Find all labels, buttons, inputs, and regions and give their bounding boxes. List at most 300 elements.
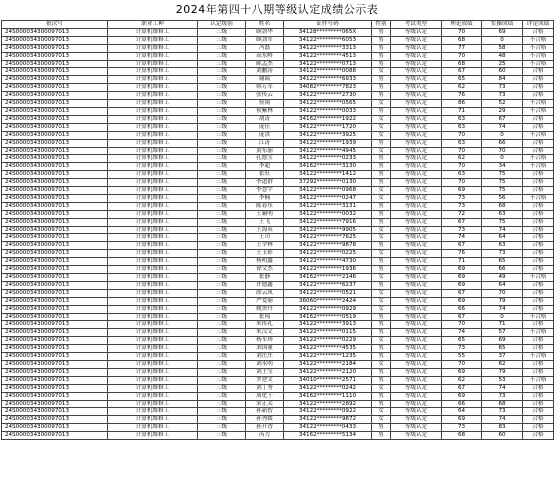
level-cell: 三级	[198, 266, 246, 274]
exam-type-cell: 等级认定	[391, 345, 442, 353]
id-number-cell: 34122*********0229	[284, 337, 372, 345]
batch-cell: 24S000034300097013	[2, 194, 108, 202]
result-cell: 合格	[523, 345, 554, 353]
result-cell: 合格	[523, 234, 554, 242]
table-row	[2, 281, 554, 289]
practical-score-cell: 75	[482, 171, 523, 179]
occupation-cell: 计算机维修工	[108, 107, 198, 115]
exam-type-cell: 等级认定	[391, 139, 442, 147]
exam-type-cell: 等级认定	[391, 305, 442, 313]
exam-type-cell: 等级认定	[391, 107, 442, 115]
theory-score-cell: 70	[442, 131, 482, 139]
exam-type-cell: 等级认定	[391, 187, 442, 195]
gender-cell: 女	[372, 297, 391, 305]
practical-score-cell: 63	[482, 210, 523, 218]
batch-cell: 24S000034300097013	[2, 353, 108, 361]
level-cell: 三级	[198, 36, 246, 44]
name-cell: 姚贵丹	[246, 305, 284, 313]
id-number-cell: 34122*********6933	[284, 76, 372, 84]
occupation-cell: 计算机维修工	[108, 313, 198, 321]
exam-type-cell: 等级认定	[391, 226, 442, 234]
id-number-cell: 34122*********2730	[284, 92, 372, 100]
result-cell: 合格	[523, 289, 554, 297]
occupation-cell: 计算机维修工	[108, 163, 198, 171]
id-number-cell: 34122*********0242	[284, 384, 372, 392]
name-cell: 朱汉文	[246, 329, 284, 337]
level-cell: 三级	[198, 432, 246, 440]
id-number-cell: 34122*********9872	[284, 416, 372, 424]
id-number-cell: 34162*********0519	[284, 313, 372, 321]
id-number-cell: 34122*********1939	[284, 139, 372, 147]
exam-type-cell: 等级认定	[391, 218, 442, 226]
level-cell: 三级	[198, 115, 246, 123]
practical-score-cell: 70	[482, 147, 523, 155]
name-cell: 孙秀媛	[246, 416, 284, 424]
level-cell: 三级	[198, 44, 246, 52]
result-cell: 不合格	[523, 131, 554, 139]
id-number-cell: 34122*********2892	[284, 400, 372, 408]
occupation-cell: 计算机维修工	[108, 250, 198, 258]
name-cell: 刘鹏涛	[246, 68, 284, 76]
result-cell: 不合格	[523, 155, 554, 163]
level-cell: 三级	[198, 408, 246, 416]
occupation-cell: 计算机维修工	[108, 210, 198, 218]
id-number-cell: 34122*********2184	[284, 360, 372, 368]
occupation-cell: 计算机维修工	[108, 179, 198, 187]
gender-cell: 男	[372, 52, 391, 60]
result-cell: 合格	[523, 360, 554, 368]
exam-type-cell: 等级认定	[391, 100, 442, 108]
id-number-cell: 34122*********0521	[284, 289, 372, 297]
result-cell: 合格	[523, 321, 554, 329]
gender-cell: 男	[372, 242, 391, 250]
practical-score-cell: 67	[482, 115, 523, 123]
occupation-cell: 计算机维修工	[108, 155, 198, 163]
id-number-cell: 34122*********0565	[284, 100, 372, 108]
gender-cell: 男	[372, 171, 391, 179]
practical-score-cell: 74	[482, 416, 523, 424]
exam-type-cell: 等级认定	[391, 179, 442, 187]
exam-type-cell: 等级认定	[391, 368, 442, 376]
occupation-cell: 计算机维修工	[108, 258, 198, 266]
theory-score-cell: 73	[442, 202, 482, 210]
result-cell: 合格	[523, 368, 554, 376]
level-cell: 三级	[198, 321, 246, 329]
occupation-cell: 计算机维修工	[108, 360, 198, 368]
practical-score-cell: 56	[482, 194, 523, 202]
batch-cell: 24S000034300097013	[2, 115, 108, 123]
id-number-cell: 34122*********2120	[284, 368, 372, 376]
table-row	[2, 432, 554, 440]
batch-cell: 24S000034300097013	[2, 424, 108, 432]
gender-cell: 女	[372, 274, 391, 282]
result-cell: 不合格	[523, 163, 554, 171]
exam-type-cell: 等级认定	[391, 384, 442, 392]
result-cell: 合格	[523, 416, 554, 424]
practical-score-cell: 84	[482, 76, 523, 84]
gender-cell: 男	[372, 345, 391, 353]
table-row	[2, 210, 554, 218]
id-number-cell: 34122*********9905	[284, 226, 372, 234]
level-cell: 三级	[198, 392, 246, 400]
exam-type-cell: 等级认定	[391, 28, 442, 36]
gender-cell: 男	[372, 60, 391, 68]
theory-score-cell: 63	[442, 171, 482, 179]
batch-cell: 24S000034300097013	[2, 250, 108, 258]
batch-cell: 24S000034300097013	[2, 100, 108, 108]
practical-score-cell: 60	[482, 432, 523, 440]
level-cell: 三级	[198, 274, 246, 282]
batch-cell: 24S000034300097013	[2, 360, 108, 368]
practical-score-cell: 52	[482, 100, 523, 108]
name-cell: 侯闹	[246, 100, 284, 108]
theory-score-cell: 62	[442, 155, 482, 163]
table-row	[2, 360, 554, 368]
table-row	[2, 376, 554, 384]
gender-cell: 男	[372, 281, 391, 289]
theory-score-cell: 73	[442, 226, 482, 234]
occupation-cell: 计算机维修工	[108, 305, 198, 313]
result-cell: 不合格	[523, 60, 554, 68]
name-cell: 张静	[246, 274, 284, 282]
level-cell: 三级	[198, 52, 246, 60]
exam-type-cell: 等级认定	[391, 376, 442, 384]
result-cell: 合格	[523, 392, 554, 400]
theory-score-cell: 67	[442, 313, 482, 321]
practical-score-cell: 68	[482, 400, 523, 408]
exam-type-cell: 等级认定	[391, 84, 442, 92]
table-row	[2, 194, 554, 202]
theory-score-cell: 70	[442, 179, 482, 187]
table-row	[2, 28, 554, 36]
result-cell: 合格	[523, 400, 554, 408]
gender-cell: 男	[372, 313, 391, 321]
exam-type-cell: 等级认定	[391, 68, 442, 76]
theory-score-cell: 63	[442, 123, 482, 131]
occupation-cell: 计算机维修工	[108, 139, 198, 147]
batch-cell: 24S000034300097013	[2, 123, 108, 131]
exam-type-cell: 等级认定	[391, 210, 442, 218]
name-cell: 庞洪	[246, 131, 284, 139]
name-cell: 江涛	[246, 139, 284, 147]
gender-cell: 男	[372, 44, 391, 52]
practical-score-cell: 64	[482, 234, 523, 242]
table-row	[2, 92, 554, 100]
gender-cell: 男	[372, 432, 391, 440]
theory-score-cell: 64	[442, 408, 482, 416]
table-row	[2, 155, 554, 163]
table-row	[2, 100, 554, 108]
theory-score-cell: 67	[442, 289, 482, 297]
theory-score-cell: 70	[442, 321, 482, 329]
batch-cell: 24S000034300097013	[2, 218, 108, 226]
name-cell: 张旺	[246, 171, 284, 179]
id-number-cell: 34122*********0033	[284, 107, 372, 115]
batch-cell: 24S000034300097013	[2, 52, 108, 60]
level-cell: 三级	[198, 202, 246, 210]
practical-score-cell: 69	[482, 28, 523, 36]
table-row	[2, 115, 554, 123]
name-cell: 张传云	[246, 92, 284, 100]
exam-type-cell: 等级认定	[391, 52, 442, 60]
theory-score-cell: 70	[442, 52, 482, 60]
practical-score-cell: 57	[482, 329, 523, 337]
table-row	[2, 266, 554, 274]
result-cell: 合格	[523, 281, 554, 289]
theory-score-cell: 77	[442, 44, 482, 52]
gender-cell: 男	[372, 84, 391, 92]
id-number-cell: 36060*********2424	[284, 297, 372, 305]
table-row	[2, 123, 554, 131]
name-cell: 刘庄庄	[246, 353, 284, 361]
level-cell: 三级	[198, 84, 246, 92]
practical-score-cell: 73	[482, 392, 523, 400]
level-cell: 三级	[198, 258, 246, 266]
batch-cell: 24S000034300097013	[2, 258, 108, 266]
gender-cell: 男	[372, 202, 391, 210]
gender-cell: 女	[372, 194, 391, 202]
level-cell: 三级	[198, 139, 246, 147]
exam-type-cell: 等级认定	[391, 92, 442, 100]
name-cell: 王学林	[246, 242, 284, 250]
level-cell: 三级	[198, 92, 246, 100]
gender-cell: 男	[372, 107, 391, 115]
name-cell: 陈孟杰	[246, 60, 284, 68]
occupation-cell: 计算机维修工	[108, 376, 198, 384]
occupation-cell: 计算机维修工	[108, 92, 198, 100]
practical-score-cell: 0	[482, 36, 523, 44]
theory-score-cell: 70	[442, 147, 482, 155]
practical-score-cell: 73	[482, 408, 523, 416]
result-cell: 合格	[523, 84, 554, 92]
name-cell: 孙新智	[246, 408, 284, 416]
level-cell: 三级	[198, 400, 246, 408]
result-cell: 不合格	[523, 353, 554, 361]
exam-type-cell: 等级认定	[391, 313, 442, 321]
table-row	[2, 408, 554, 416]
result-cell: 合格	[523, 76, 554, 84]
occupation-cell: 计算机维修工	[108, 131, 198, 139]
occupation-cell: 计算机维修工	[108, 60, 198, 68]
occupation-cell: 计算机维修工	[108, 84, 198, 92]
theory-score-cell: 76	[442, 250, 482, 258]
batch-cell: 24S000034300097013	[2, 416, 108, 424]
name-cell: 张闯	[246, 313, 284, 321]
practical-score-cell: 62	[482, 360, 523, 368]
result-cell: 合格	[523, 432, 554, 440]
table-row	[2, 424, 554, 432]
theory-score-cell: 69	[442, 416, 482, 424]
level-cell: 三级	[198, 360, 246, 368]
occupation-cell: 计算机维修工	[108, 424, 198, 432]
practical-score-cell: 73	[482, 84, 523, 92]
result-cell: 合格	[523, 171, 554, 179]
level-cell: 三级	[198, 155, 246, 163]
batch-cell: 24S000034300097013	[2, 345, 108, 353]
exam-type-cell: 等级认定	[391, 171, 442, 179]
occupation-cell: 计算机维修工	[108, 353, 198, 361]
name-cell: 王颖明	[246, 210, 284, 218]
result-cell: 合格	[523, 258, 554, 266]
name-cell: 黄东丽	[246, 147, 284, 155]
occupation-cell: 计算机维修工	[108, 194, 198, 202]
name-cell: 李楠	[246, 194, 284, 202]
id-number-cell: 34122*********0115	[284, 329, 372, 337]
id-number-cell: 34082*********7823	[284, 84, 372, 92]
gender-cell: 男	[372, 424, 391, 432]
level-cell: 三级	[198, 313, 246, 321]
gender-cell: 男	[372, 179, 391, 187]
level-cell: 三级	[198, 68, 246, 76]
level-cell: 三级	[198, 234, 246, 242]
table-row	[2, 202, 554, 210]
name-cell: 杨军珍	[246, 337, 284, 345]
practical-score-cell: 74	[482, 384, 523, 392]
result-cell: 合格	[523, 179, 554, 187]
occupation-cell: 计算机维修工	[108, 226, 198, 234]
batch-cell: 24S000034300097013	[2, 179, 108, 187]
result-cell: 不合格	[523, 376, 554, 384]
table-row	[2, 60, 554, 68]
occupation-cell: 计算机维修工	[108, 266, 198, 274]
table-row	[2, 416, 554, 424]
practical-score-cell: 73	[482, 92, 523, 100]
practical-score-cell: 68	[482, 202, 523, 210]
gender-cell: 女	[372, 68, 391, 76]
id-number-cell: 34162*********1110	[284, 392, 372, 400]
name-cell: 朱传礼	[246, 321, 284, 329]
exam-type-cell: 等级认定	[391, 115, 442, 123]
result-cell: 合格	[523, 123, 554, 131]
table-row	[2, 44, 554, 52]
occupation-cell: 计算机维修工	[108, 289, 198, 297]
theory-score-cell: 65	[442, 76, 482, 84]
batch-cell: 24S000034300097013	[2, 131, 108, 139]
results-table	[1, 20, 554, 440]
result-cell: 合格	[523, 242, 554, 250]
level-cell: 三级	[198, 194, 246, 202]
table-row	[2, 274, 554, 282]
exam-type-cell: 等级认定	[391, 202, 442, 210]
id-number-cell: 34122*********9878	[284, 242, 372, 250]
id-number-cell: 34010*********2571	[284, 376, 372, 384]
batch-cell: 24S000034300097013	[2, 384, 108, 392]
batch-cell: 24S000034300097013	[2, 226, 108, 234]
gender-cell: 男	[372, 321, 391, 329]
id-number-cell: 34122*********0922	[284, 408, 372, 416]
exam-type-cell: 等级认定	[391, 194, 442, 202]
batch-cell: 24S000034300097013	[2, 36, 108, 44]
result-cell: 不合格	[523, 44, 554, 52]
id-number-cell: 34122*********7625	[284, 234, 372, 242]
name-cell: 王司	[246, 234, 284, 242]
exam-type-cell: 等级认定	[391, 329, 442, 337]
id-number-cell: 34122*********6237	[284, 281, 372, 289]
theory-score-cell: 74	[442, 329, 482, 337]
id-number-cell: 34122*********1235	[284, 353, 372, 361]
exam-type-cell: 等级认定	[391, 76, 442, 84]
table-row	[2, 131, 554, 139]
id-number-cell: 34122*********3313	[284, 44, 372, 52]
gender-cell: 男	[372, 139, 391, 147]
level-cell: 三级	[198, 297, 246, 305]
id-number-cell: 34122*********0968	[284, 187, 372, 195]
practical-score-cell: 0	[482, 131, 523, 139]
id-number-cell: 34122*********6053	[284, 36, 372, 44]
col-header-result: 评定成绩	[523, 21, 554, 29]
exam-type-cell: 等级认定	[391, 36, 442, 44]
level-cell: 三级	[198, 210, 246, 218]
practical-score-cell: 25	[482, 60, 523, 68]
level-cell: 三级	[198, 305, 246, 313]
batch-cell: 24S000034300097013	[2, 400, 108, 408]
theory-score-cell: 63	[442, 139, 482, 147]
gender-cell: 女	[372, 234, 391, 242]
batch-cell: 24S000034300097013	[2, 281, 108, 289]
id-number-cell: 34162*********3130	[284, 163, 372, 171]
batch-cell: 24S000034300097013	[2, 171, 108, 179]
name-cell: 侯紫林	[246, 107, 284, 115]
result-cell: 合格	[523, 147, 554, 155]
gender-cell: 男	[372, 368, 391, 376]
theory-score-cell: 70	[442, 360, 482, 368]
gender-cell: 男	[372, 218, 391, 226]
theory-score-cell: 66	[442, 305, 482, 313]
name-cell: 高东岭	[246, 52, 284, 60]
id-number-cell: 34162*********5134	[284, 432, 372, 440]
level-cell: 三级	[198, 131, 246, 139]
result-cell: 合格	[523, 187, 554, 195]
exam-type-cell: 等级认定	[391, 432, 442, 440]
practical-score-cell: 0	[482, 313, 523, 321]
table-row	[2, 84, 554, 92]
exam-type-cell: 等级认定	[391, 274, 442, 282]
batch-cell: 24S000034300097013	[2, 368, 108, 376]
table-row	[2, 400, 554, 408]
occupation-cell: 计算机维修工	[108, 28, 198, 36]
id-number-cell: 34122*********0929	[284, 305, 372, 313]
col-header-theory-score: 理论成绩	[442, 21, 482, 29]
name-cell: 芮力	[246, 432, 284, 440]
gender-cell: 男	[372, 163, 391, 171]
theory-score-cell: 70	[442, 28, 482, 36]
practical-score-cell: 64	[482, 281, 523, 289]
table-row	[2, 337, 554, 345]
theory-score-cell: 65	[442, 337, 482, 345]
occupation-cell: 计算机维修工	[108, 400, 198, 408]
occupation-cell: 计算机维修工	[108, 147, 198, 155]
gender-cell: 男	[372, 376, 391, 384]
theory-score-cell: 55	[442, 353, 482, 361]
batch-cell: 24S000034300097013	[2, 242, 108, 250]
id-number-cell: 34162*********1922	[284, 115, 372, 123]
exam-type-cell: 等级认定	[391, 408, 442, 416]
practical-score-cell: 75	[482, 187, 523, 195]
batch-cell: 24S000034300097013	[2, 155, 108, 163]
theory-score-cell: 68	[442, 432, 482, 440]
result-cell: 不合格	[523, 329, 554, 337]
result-cell: 合格	[523, 297, 554, 305]
id-number-cell: 34128*********065X	[284, 28, 372, 36]
result-cell: 合格	[523, 408, 554, 416]
batch-cell: 24S000034300097013	[2, 163, 108, 171]
practical-score-cell: 74	[482, 123, 523, 131]
name-cell: 李道群	[246, 179, 284, 187]
name-cell: 罗逆文	[246, 376, 284, 384]
table-row	[2, 68, 554, 76]
level-cell: 三级	[198, 60, 246, 68]
practical-score-cell: 74	[482, 226, 523, 234]
